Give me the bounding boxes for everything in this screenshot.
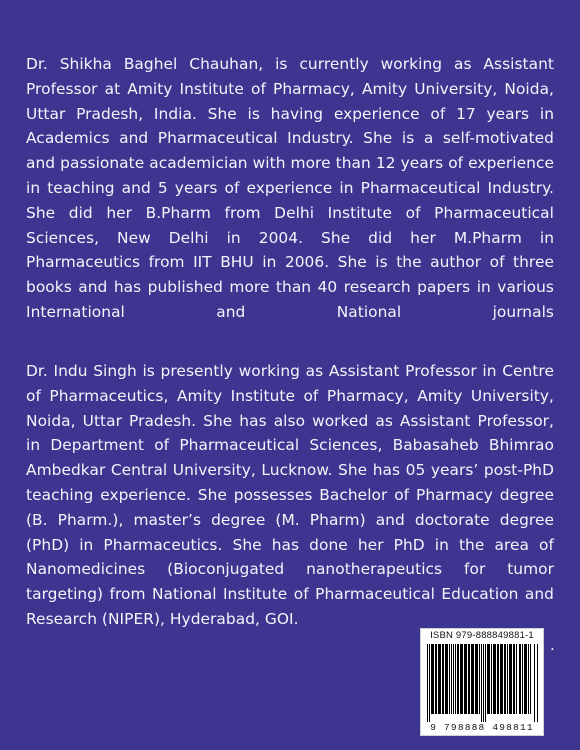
barcode-icon — [427, 644, 538, 722]
isbn-barcode-box — [420, 628, 544, 736]
trailing-dot: . — [550, 636, 555, 654]
isbn-label: ISBN 979-888849881-1 — [430, 630, 534, 641]
isbn-digits: 9 798888 498811 — [430, 722, 534, 733]
author-bio-indu-singh: Dr. Indu Singh is presently working as Assistant Professor in Centre of Pharmaceutics, Amity Institute of Pharmacy, Amity University, Noida, Uttar Pradesh. She has also worked as Assistant Professor, in Department of Pharmaceutical Sciences, Babasaheb Bhimrao Ambedkar Central University, Lucknow. She has 05 years’ post-PhD teaching experience. She possesses Bachelor of Pharmacy degree (B. Pharm.), master’s degree (M. Pharm) and doctorate degree (PhD) in Pharmaceutics. She has done her PhD in the area of Nanomedicines (Bioconjugated nanotherapeutics for tumor targeting) from National Institute of Pharmaceutical Education and Research (NIPER), Hyderabad, GOI. — [26, 362, 554, 628]
author-bio-shikha-baghel-chauhan: Dr. Shikha Baghel Chauhan, is currently working as Assistant Professor at Amity Institute of Pharmacy, Amity University, Noida, Uttar Pradesh, India. She is having experience of 17 years in Academics and Pharmaceutical Industry. She is a self-motivated and passionate academician with more than 12 years of experience in teaching and 5 years of experience in Pharmaceutical Industry. She did her B.Pharm from Delhi Institute of Pharmaceutical Sciences, New Delhi in 2004. She did her M.Pharm in Pharmaceutics from IIT BHU in 2006. She is the author of three books and has published more than 40 research papers in various International and National journals — [26, 55, 554, 321]
